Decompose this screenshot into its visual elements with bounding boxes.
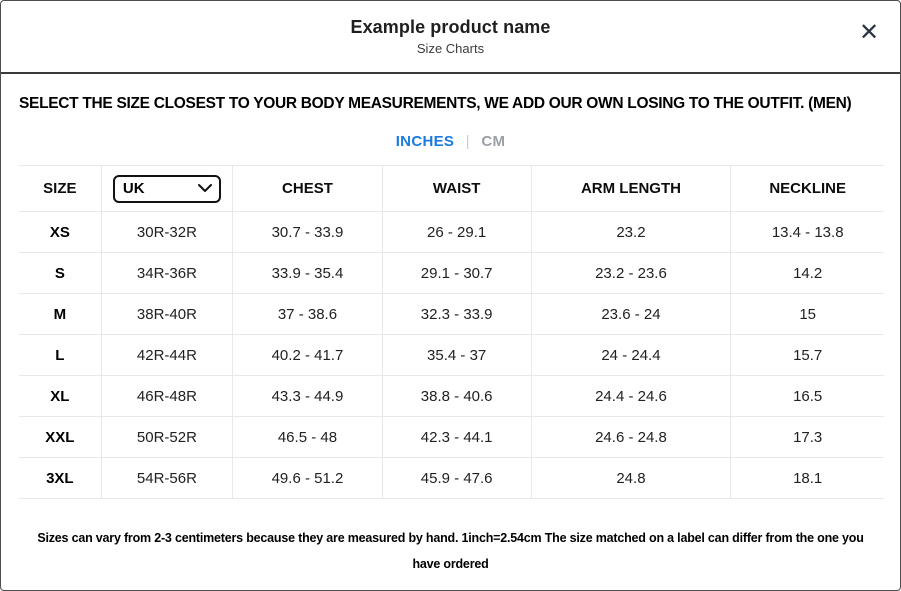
size-cell: XXL: [19, 417, 101, 458]
size-cell: S: [19, 253, 101, 294]
measurement-cell: 35.4 - 37: [382, 335, 531, 376]
table-header-row: [19, 166, 884, 212]
measurement-cell: 26 - 29.1: [382, 212, 531, 253]
close-icon: ✕: [858, 19, 880, 46]
unit-separator: |: [465, 133, 470, 150]
measurement-cell: 40.2 - 41.7: [233, 335, 383, 376]
unit-tab-cm[interactable]: CM: [481, 133, 506, 150]
measurement-cell: 46.5 - 48: [233, 417, 383, 458]
measurement-cell: 17.3: [731, 417, 884, 458]
column-header-waist: WAIST: [382, 166, 531, 212]
region-select-cell: [101, 166, 232, 212]
measurement-cell: 14.2: [731, 253, 884, 294]
measurement-cell: 23.6 - 24: [531, 294, 731, 335]
size-cell: XL: [19, 376, 101, 417]
measurement-cell: 45.9 - 47.6: [382, 458, 531, 499]
measurement-cell: 43.3 - 44.9: [233, 376, 383, 417]
column-header-chest: CHEST: [233, 166, 383, 212]
measurement-cell: 34R-36R: [101, 253, 232, 294]
column-header-arm-length: ARM LENGTH: [531, 166, 731, 212]
size-table-body: [19, 212, 884, 499]
size-cell: L: [19, 335, 101, 376]
measurement-cell: 30.7 - 33.9: [233, 212, 383, 253]
column-header-neckline: NECKLINE: [731, 166, 884, 212]
measurement-cell: 23.2 - 23.6: [531, 253, 731, 294]
table-row: [19, 458, 884, 499]
table-row: [19, 253, 884, 294]
product-title: Example product name: [350, 17, 551, 37]
size-cell: 3XL: [19, 458, 101, 499]
measurement-cell: 29.1 - 30.7: [382, 253, 531, 294]
measurement-cell: 49.6 - 51.2: [233, 458, 383, 499]
size-chart-table: [19, 165, 884, 499]
measurement-cell: 37 - 38.6: [233, 294, 383, 335]
modal-header: [1, 1, 900, 74]
measurement-cell: 33.9 - 35.4: [233, 253, 383, 294]
measurement-cell: 24.8: [531, 458, 731, 499]
close-button[interactable]: [854, 18, 884, 48]
measurement-cell: 16.5: [731, 376, 884, 417]
measurement-cell: 54R-56R: [101, 458, 232, 499]
measurement-cell: 30R-32R: [101, 212, 232, 253]
size-cell: XS: [19, 212, 101, 253]
column-header-size: SIZE: [19, 166, 101, 212]
table-row: [19, 335, 884, 376]
table-row: [19, 212, 884, 253]
measurement-cell: 42.3 - 44.1: [382, 417, 531, 458]
table-row: [19, 294, 884, 335]
region-select[interactable]: [113, 175, 221, 203]
measurement-notice: SELECT THE SIZE CLOSEST TO YOUR BODY MEASUREMENTS, WE ADD OUR OWN LOSING TO THE OUTFIT. (MEN): [19, 95, 852, 112]
measurement-cell: 13.4 - 13.8: [731, 212, 884, 253]
measurement-cell: 24 - 24.4: [531, 335, 731, 376]
measurement-cell: 32.3 - 33.9: [382, 294, 531, 335]
measurement-cell: 24.4 - 24.6: [531, 376, 731, 417]
unit-tab-inches[interactable]: INCHES: [395, 133, 455, 150]
measurement-cell: 38.8 - 40.6: [382, 376, 531, 417]
size-cell: M: [19, 294, 101, 335]
measurement-cell: 18.1: [731, 458, 884, 499]
table-row: [19, 417, 884, 458]
measurement-cell: 46R-48R: [101, 376, 232, 417]
measurement-cell: 42R-44R: [101, 335, 232, 376]
measurement-cell: 15: [731, 294, 884, 335]
measurement-cell: 50R-52R: [101, 417, 232, 458]
measurement-cell: 24.6 - 24.8: [531, 417, 731, 458]
unit-toggle: [1, 133, 900, 150]
measurement-cell: 38R-40R: [101, 294, 232, 335]
disclaimer-text: Sizes can vary from 2-3 centimeters because they are measured by hand. 1inch=2.54cm The size matched on a label can differ from the one you have ordered: [37, 531, 864, 571]
modal-subtitle: Size Charts: [416, 41, 485, 56]
measurement-cell: 15.7: [731, 335, 884, 376]
table-row: [19, 376, 884, 417]
measurement-cell: 23.2: [531, 212, 731, 253]
